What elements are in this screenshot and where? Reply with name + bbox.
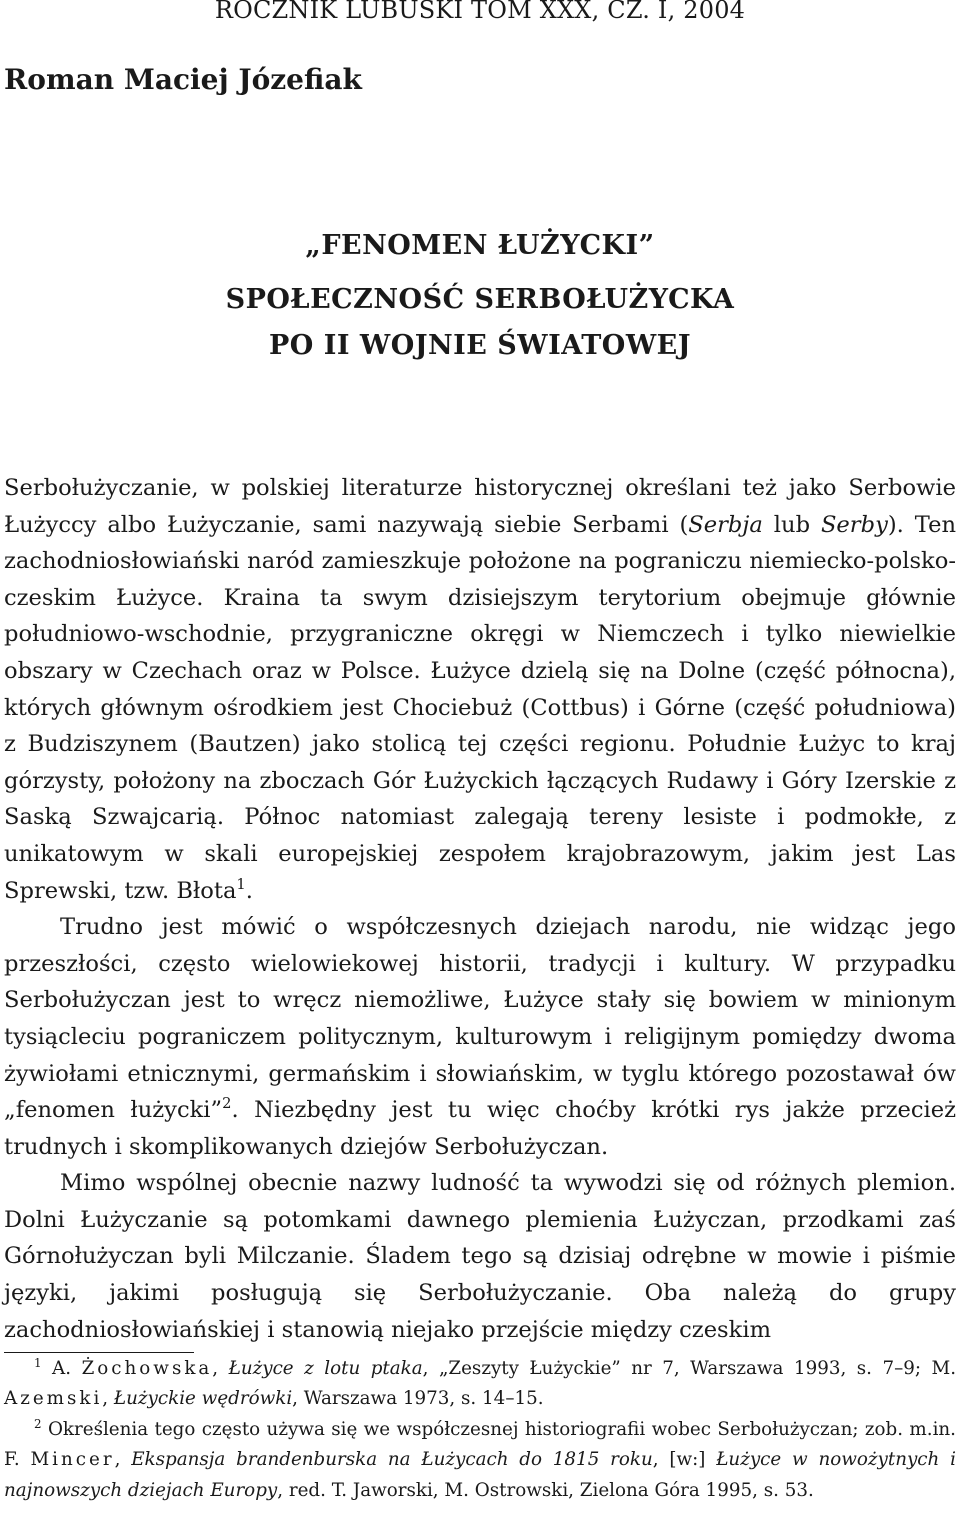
text-run: , [w:] — [652, 1449, 717, 1471]
author-name: Roman Maciej Józefiak — [4, 63, 362, 96]
footnote-ref-2[interactable]: 2 — [222, 1095, 232, 1113]
italic-term: Serby — [820, 511, 888, 538]
title-line-3: PO II WOJNIE ŚWIATOWEJ — [269, 330, 691, 361]
text-run: Trudno jest mówić o współczesnych dziejach narodu, nie widząc jego przeszłości, często wielowiekowej historii, tradycji i kultury. W przypadku Serbołużyczan jest to wręcz niemożliwe, Łużyce stały się bowiem w minionym tysiącleciu pograniczem politycznym, kulturowym i religijnym pomiędzy dwoma żywiołami etnicznymi, germańskim i słowiańskim, w tyglu którego pozostawał ów „fenomen łużycki” — [4, 914, 956, 1124]
text-run: lub — [762, 511, 821, 538]
footnote-ref-1[interactable]: 1 — [236, 875, 246, 893]
cited-title: Ekspansja brandenburska na Łużycach do 1815 roku — [131, 1449, 653, 1471]
paragraph-3: Mimo wspólnej obecnie nazwy ludność ta wywodzi się od różnych plemion. Dolni Łużyczanie są potomkami dawnego plemienia Łużyczan, przodkami zaś Górnołużyczan byli Milczanie. Śladem tego są dzisiaj odrębne w mowie i piśmie języki, jakimi posługują się Serbołużyczanie. Oba należą do grupy zachodniosłowiańskiej i stanowią niejako przejście między czeskim — [4, 1170, 956, 1343]
title-line-1: „FENOMEN ŁUŻYCKI” — [305, 230, 655, 261]
footnote-1 — [4, 1354, 956, 1415]
footnote-divider — [4, 1352, 194, 1353]
text-run: , „Zeszyty Łużyckie” nr 7, Warszawa 1993, s. 7–9; M. — [422, 1358, 957, 1379]
text-run: , — [102, 1388, 114, 1410]
body-text — [4, 470, 956, 1348]
text-run: Serbołużyczanie, w polskiej literaturze historycznej określani też jako Serbowie Łużyccy albo Łużyczanie, sami nazywają siebie Serbami ( — [4, 475, 956, 538]
text-run: , — [114, 1449, 132, 1471]
italic-term: Serbja — [688, 511, 763, 538]
cited-title: Łużyce w nowożytnych i najnowszych dziejach Europy — [4, 1449, 956, 1501]
footnote-number: 1 — [34, 1355, 42, 1370]
text-run: . Niezbędny jest tu więc choćby krótki rys jakże przecież trudnych i skomplikowanych dziejów Serbołużyczan. — [4, 1097, 956, 1160]
footnotes — [4, 1354, 956, 1506]
cited-title: Łużyckie wędrówki — [113, 1388, 293, 1410]
text-run: , — [212, 1358, 229, 1379]
text-run: , red. T. Jaworski, M. Ostrowski, Zielona Góra 1995, s. 53. — [277, 1479, 814, 1501]
paragraph-2 — [4, 909, 956, 1165]
cited-author: Mincer — [30, 1449, 115, 1471]
text-run: . — [245, 877, 253, 904]
text-run: A. — [41, 1358, 82, 1379]
text-run: ). Ten zachodniosłowiański naród zamieszkuje położone na pograniczu niemiecko-polsko-czeskim Łużyce. Kraina ta swym dzisiejszym terytorium obejmuje głównie południowo-wschodnie, przygraniczne okręgi w Niemczech i tylko niewielkie obszary w Czechach oraz w Polsce. Łużyce dzielą się na Dolne (część północna), których głównym ośrodkiem jest Chociebuż (Cottbus) i Górne (część południowa) z Budziszynem (Bautzen) jako stolicą tej części regionu. Południe Łużyc to kraj górzysty, położony na zboczach Gór Łużyckich łączących Rudawy i Góry Izerskie z Saską Szwajcarią. Północ natomiast zalegają tereny lesiste i podmokłe, z unikatowym w skali europejskiej zespołem krajobrazowym, jakim jest Las Sprewski, tzw. Błota — [4, 511, 956, 904]
text-run: Określenia tego często używa się we współczesnej historiografii wobec Serbołużyczan; zob. m.in. F. — [4, 1418, 956, 1471]
running-head: ROCZNIK LUBUSKI TOM XXX, CZ. I, 2004 — [214, 0, 746, 24]
cited-author: Azemski — [4, 1388, 103, 1410]
article-title — [0, 228, 960, 364]
paragraph-1 — [4, 470, 956, 909]
footnote-number: 2 — [34, 1416, 42, 1431]
cited-author: Żochowska — [81, 1358, 213, 1379]
text-run: , Warszawa 1973, s. 14–15. — [292, 1388, 544, 1410]
title-line-2: SPOŁECZNOŚĆ SERBOŁUŻYCKA — [225, 284, 735, 315]
footnote-2 — [4, 1415, 956, 1506]
cited-title: Łużyce z lotu ptaka — [228, 1358, 423, 1379]
